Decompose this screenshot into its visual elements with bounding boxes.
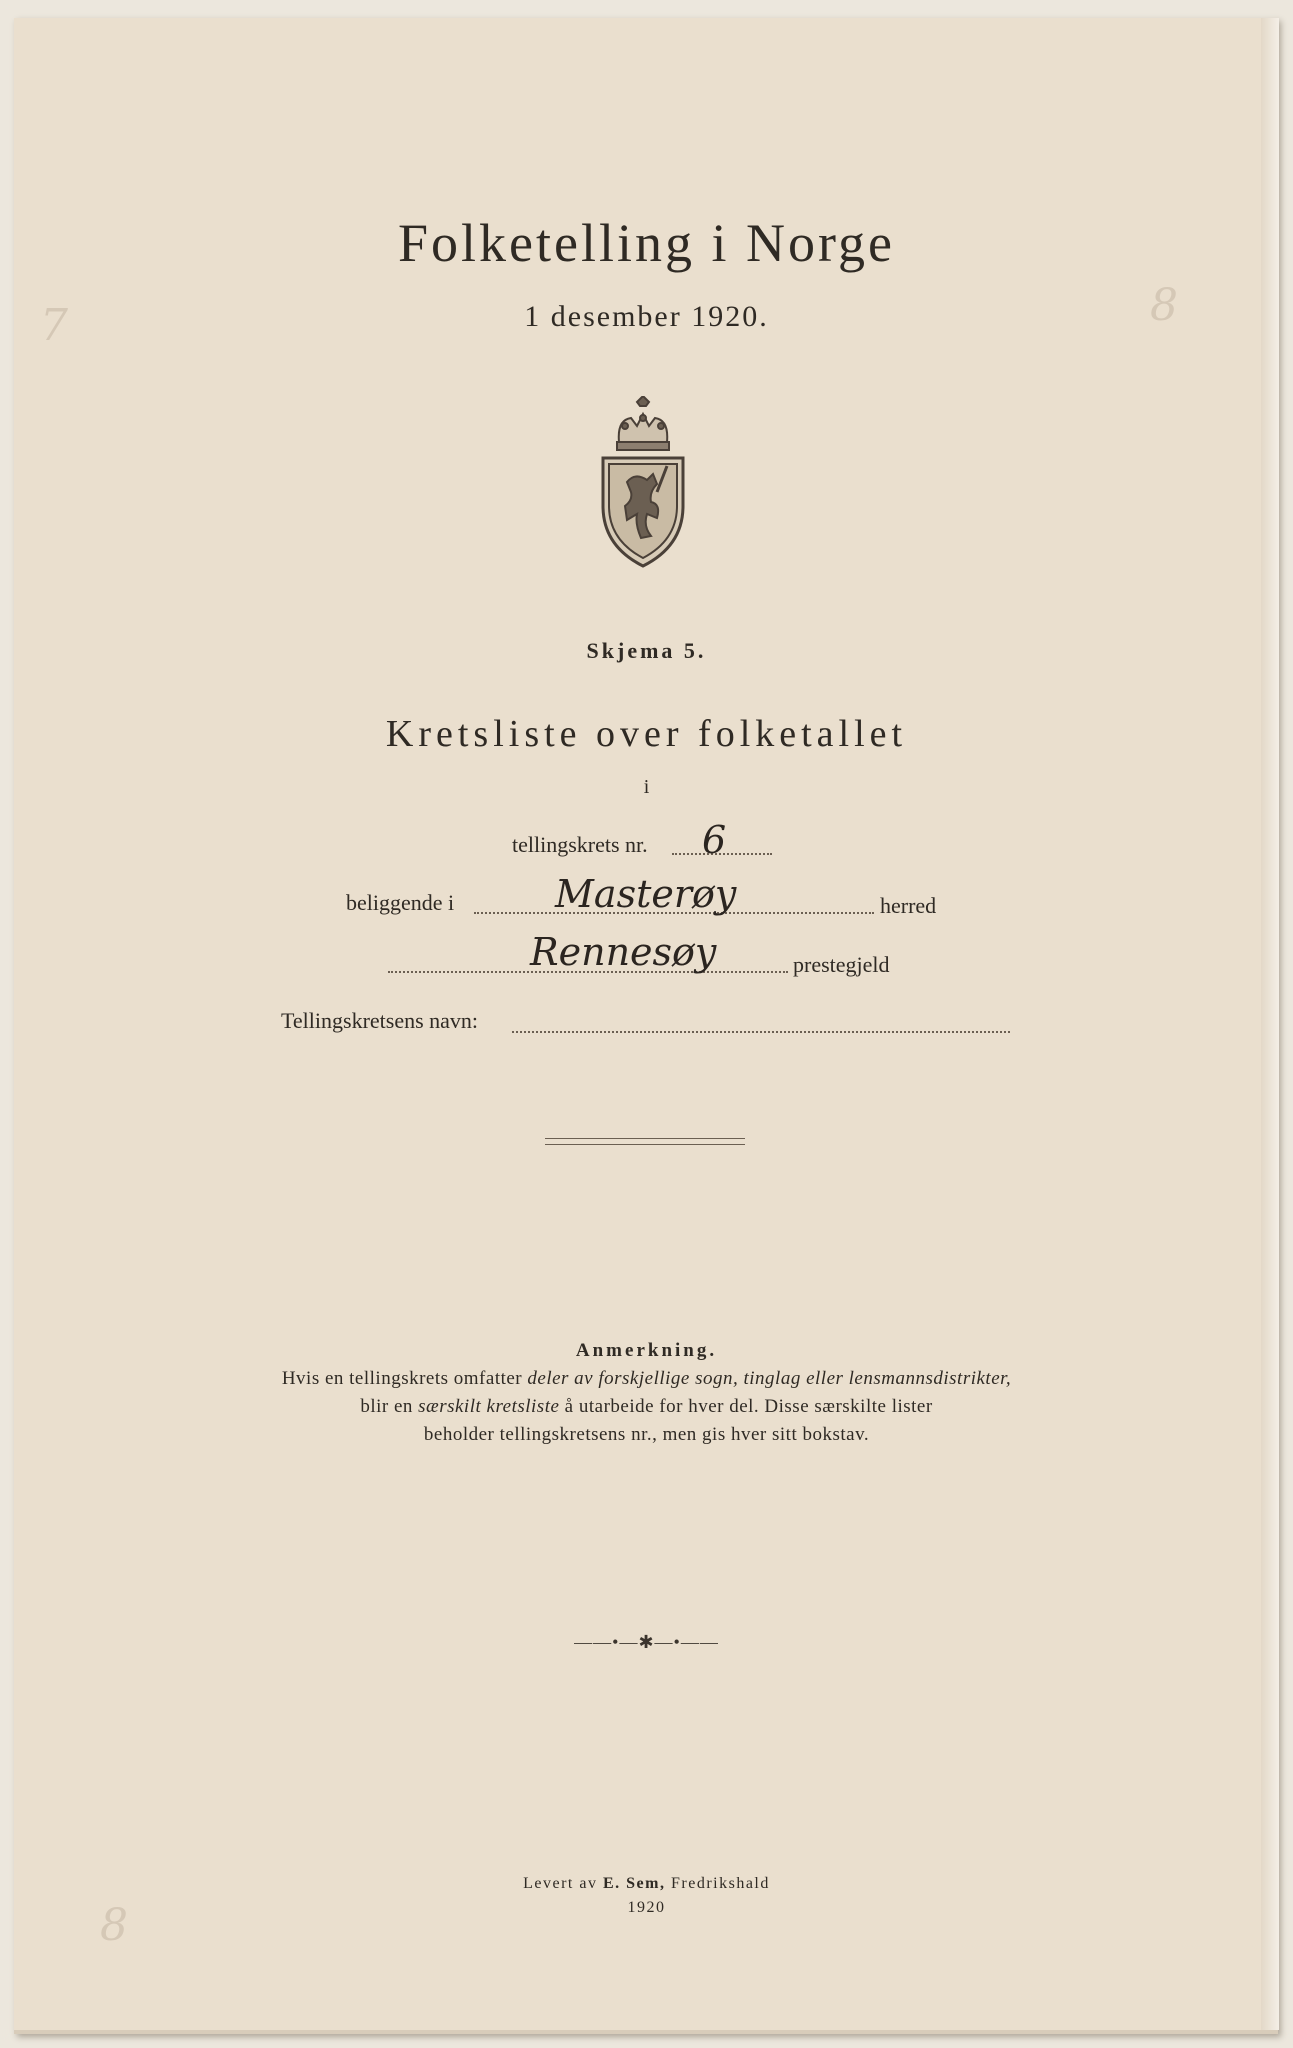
note-text: [0, 1365, 1293, 1449]
footer-line1-a: Levert av: [523, 1875, 603, 1892]
note-line2-b: særskilt kretsliste: [418, 1396, 560, 1417]
krets-label: tellingskrets nr.: [512, 832, 648, 857]
beliggende-label: beliggende i: [346, 890, 455, 915]
footer-line1-c: Fredrikshald: [665, 1875, 770, 1892]
herred-label: herred: [880, 893, 937, 918]
footer-line1-b: E. Sem,: [602, 1875, 666, 1892]
note-heading: Anmerkning.: [575, 1340, 718, 1361]
census-date: 1 desember 1920.: [524, 300, 769, 333]
footer-year: 1920: [627, 1899, 666, 1916]
document-subtitle: Kretsliste over folketallet: [385, 713, 908, 755]
note-line3: beholder tellingskretsens nr., men gis hver sitt bokstav.: [423, 1424, 870, 1445]
navn-line: [512, 1031, 1010, 1033]
note-line1-b: deler av forskjellige sogn, tinglag eller lensmannsdistrikter,: [527, 1368, 1012, 1389]
krets-value: 6: [702, 818, 727, 862]
note-line2-c: å utarbeide for hver del. Disse særskilte lister: [559, 1396, 933, 1417]
divider-rule: [545, 1138, 745, 1145]
page-title: Folketelling i Norge: [398, 213, 895, 273]
ornament-divider: ——•—✱—•——: [574, 1632, 719, 1652]
note-line2-a: blir en: [360, 1396, 419, 1417]
prestegjeld-value: Rennesøy: [530, 930, 717, 974]
connector-i: i: [643, 776, 650, 798]
navn-label: Tellingskretsens navn:: [281, 1008, 479, 1033]
schema-number: Skjema 5.: [586, 638, 707, 663]
prestegjeld-label: prestegjeld: [793, 952, 890, 977]
norwegian-coat-of-arms-icon: [597, 396, 689, 568]
beliggende-value: Masterøy: [555, 872, 737, 916]
note-line1-a: Hvis en tellingskrets omfatter: [281, 1368, 528, 1389]
printer-footer: [0, 1872, 1293, 1920]
